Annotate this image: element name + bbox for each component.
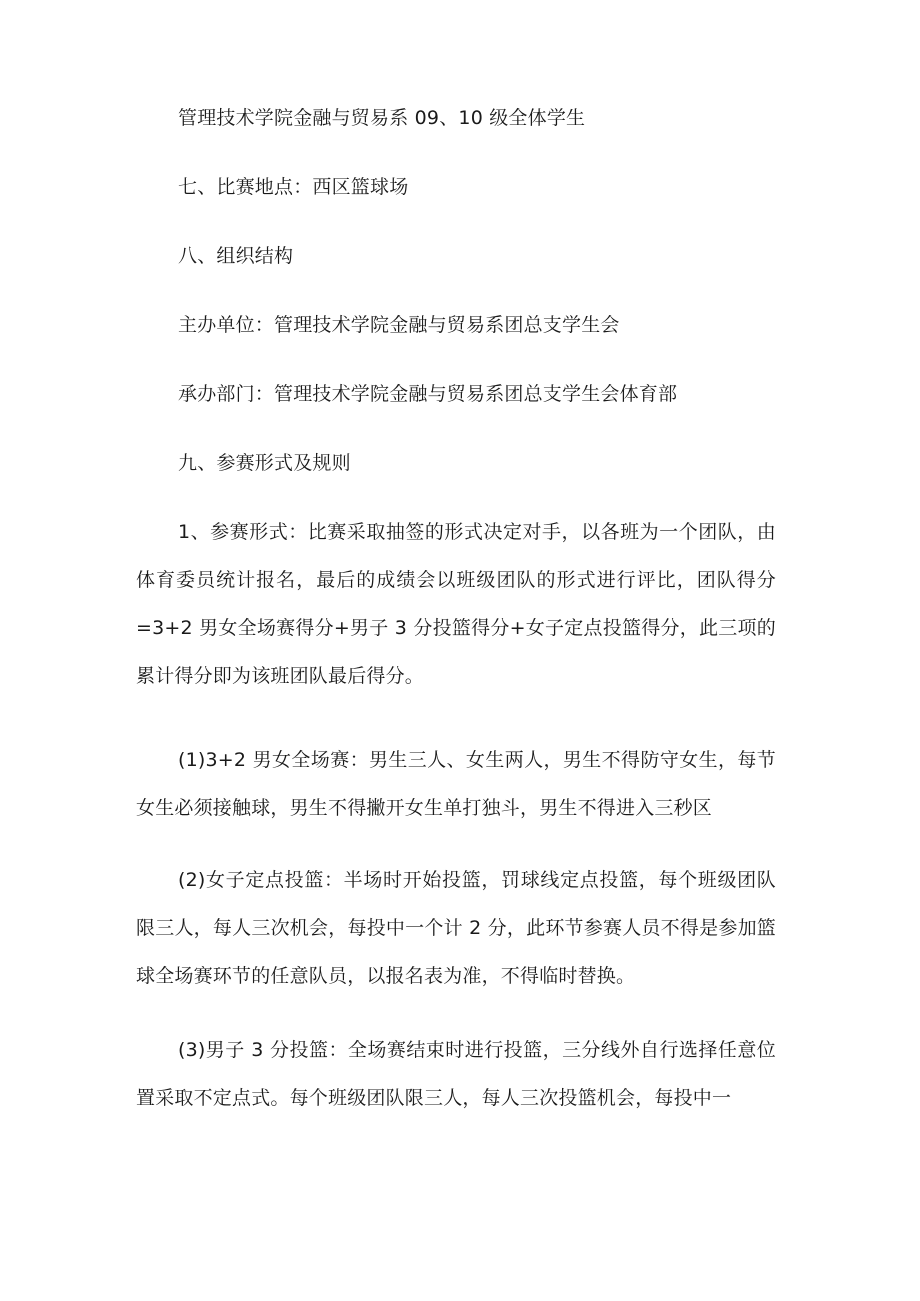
rule-3-paragraph: (3)男子 3 分投篮：全场赛结束时进行投篮，三分线外自行选择任意位置采取不定点式。每个班级团队限三人，每人三次投篮机会，每投中一 (136, 1039, 776, 1109)
rules-heading: 九、参赛形式及规则 (178, 452, 351, 474)
organizer-line: 承办部门：管理技术学院金融与贸易系团总支学生会体育部 (178, 383, 678, 405)
rule-2-paragraph: (2)女子定点投篮：半场时开始投篮，罚球线定点投篮，每个班级团队限三人，每人三次机会，每投中一个计 2 分，此环节参赛人员不得是参加篮球全场赛环节的任意队员，以报名表为准，不得临时替换。 (136, 869, 776, 987)
venue-line: 七、比赛地点：西区篮球场 (178, 176, 409, 198)
host-line: 主办单位：管理技术学院金融与贸易系团总支学生会 (178, 314, 620, 336)
rule-1-paragraph: (1)3+2 男女全场赛：男生三人、女生两人，男生不得防守女生，每节女生必须接触球，男生不得撇开女生单打独斗，男生不得进入三秒区 (136, 749, 776, 819)
participants-line: 管理技术学院金融与贸易系 09、10 级全体学生 (178, 107, 586, 129)
format-paragraph: 1、参赛形式：比赛采取抽签的形式决定对手，以各班为一个团队，由体育委员统计报名，最后的成绩会以班级团队的形式进行评比，团队得分=3+2 男女全场赛得分+男子 3 分投篮得分+女子定点投篮得分，此三项的累计得分即为该班团队最后得分。 (136, 521, 776, 687)
organization-heading: 八、组织结构 (178, 245, 294, 267)
